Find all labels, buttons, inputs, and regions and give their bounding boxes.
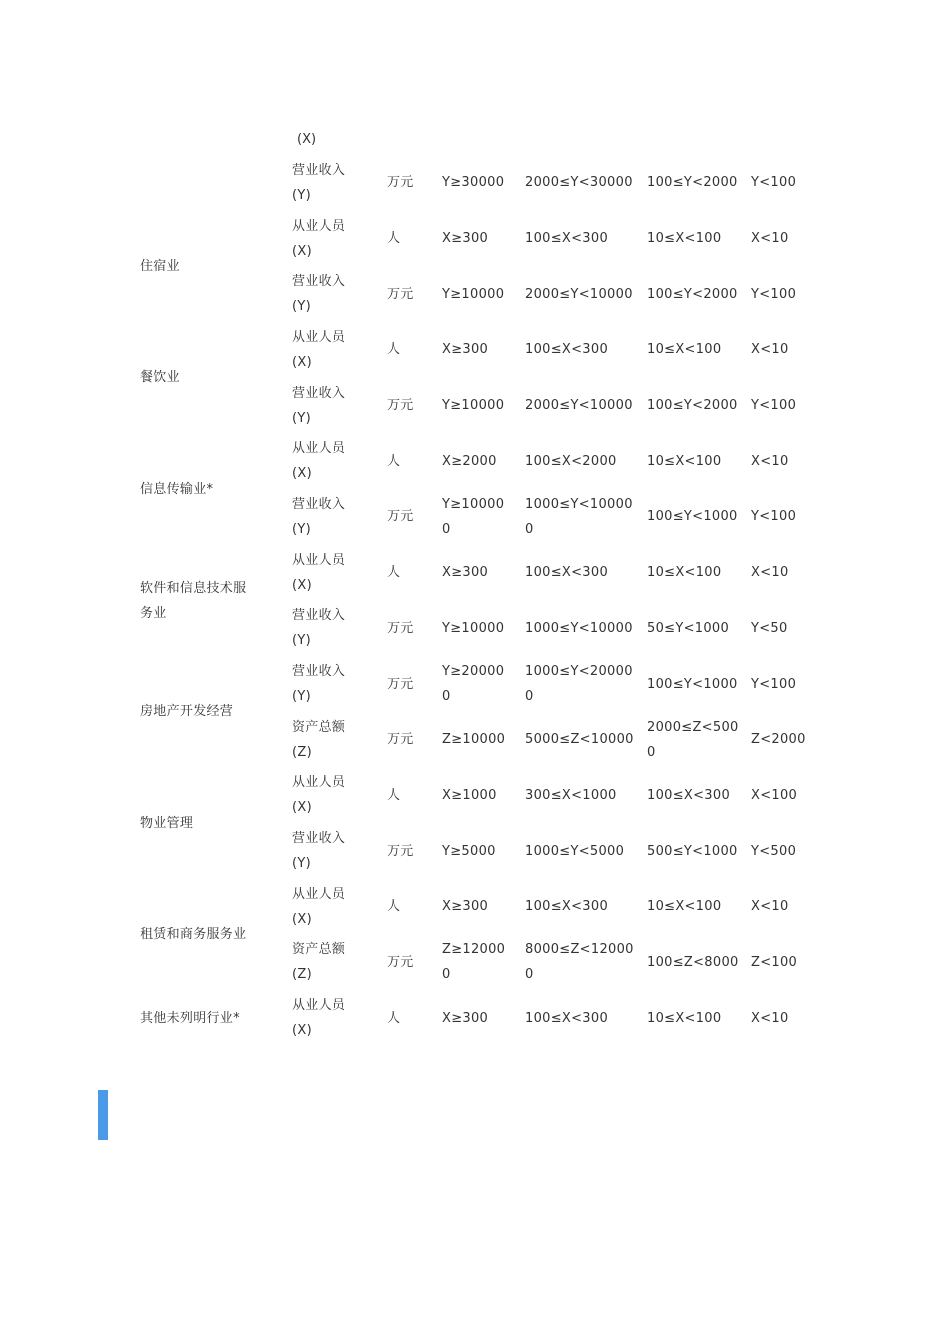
small-threshold-cell: 500≤Y<1000 — [647, 843, 738, 859]
metric-cell: 从业人员 (X) — [292, 329, 346, 370]
large-threshold-cell: Z≥12000 0 — [442, 942, 506, 983]
small-threshold-cell: 100≤Y<1000 — [647, 676, 738, 692]
table-row — [140, 211, 820, 267]
micro-threshold-cell: X<10 — [751, 899, 789, 915]
unit-cell: 万元 — [387, 398, 414, 414]
section-accent-bar — [98, 1090, 108, 1140]
table-row — [140, 990, 820, 1046]
small-threshold-cell: 100≤Z<8000 — [647, 954, 739, 970]
micro-threshold-cell: X<10 — [751, 453, 789, 469]
medium-threshold-cell: 1000≤Y<20000 0 — [525, 664, 633, 705]
large-threshold-cell: Y≥10000 — [442, 620, 505, 636]
small-threshold-cell: 100≤Y<2000 — [647, 175, 738, 191]
medium-threshold-cell: 8000≤Z<12000 0 — [525, 942, 634, 983]
medium-threshold-cell: 100≤X<300 — [525, 1010, 609, 1026]
large-threshold-cell: Y≥30000 — [442, 175, 505, 191]
unit-cell: 人 — [387, 787, 401, 803]
large-threshold-cell: X≥1000 — [442, 787, 497, 803]
micro-threshold-cell: Y<100 — [751, 175, 797, 191]
unit-cell: 万元 — [387, 175, 414, 191]
unit-cell: 人 — [387, 342, 401, 358]
metric-cell: 从业人员 (X) — [292, 775, 346, 816]
micro-threshold-cell: X<10 — [751, 565, 789, 581]
medium-threshold-cell: 2000≤Y<10000 — [525, 286, 633, 302]
table-row — [140, 656, 820, 712]
small-threshold-cell: 50≤Y<1000 — [647, 620, 730, 636]
metric-cell: 从业人员 (X) — [292, 998, 346, 1039]
micro-threshold-cell: Y<50 — [751, 620, 788, 636]
medium-threshold-cell: 1000≤Y<10000 — [525, 620, 633, 636]
medium-threshold-cell: 100≤X<300 — [525, 342, 609, 358]
medium-threshold-cell: 5000≤Z<10000 — [525, 732, 634, 748]
small-threshold-cell: 2000≤Z<500 0 — [647, 719, 739, 760]
large-threshold-cell: Y≥5000 — [442, 843, 496, 859]
medium-threshold-cell: 2000≤Y<10000 — [525, 398, 633, 414]
small-threshold-cell: 10≤X<100 — [647, 1010, 722, 1026]
large-threshold-cell: Y≥10000 — [442, 286, 505, 302]
metric-cell: 营业收入 (Y) — [292, 274, 346, 315]
micro-threshold-cell: X<10 — [751, 342, 789, 358]
unit-cell: 万元 — [387, 676, 414, 692]
large-threshold-cell: X≥300 — [442, 342, 489, 358]
small-threshold-cell: 100≤Y<2000 — [647, 286, 738, 302]
industry-cell: 软件和信息技术服 务业 — [140, 580, 247, 621]
metric-cell: 资产总额 (Z) — [292, 719, 346, 760]
metric-cell: 营业收入 (Y) — [292, 496, 346, 537]
small-threshold-cell: 100≤X<300 — [647, 787, 731, 803]
metric-cell: 营业收入 (Y) — [292, 608, 346, 649]
medium-threshold-cell: 1000≤Y<10000 0 — [525, 496, 633, 537]
medium-threshold-cell: 100≤X<2000 — [525, 453, 617, 469]
medium-threshold-cell: 2000≤Y<30000 — [525, 175, 633, 191]
table-body — [140, 155, 820, 1046]
metric-cell: 从业人员 (X) — [292, 218, 346, 259]
metric-cell: 营业收入 (Y) — [292, 162, 346, 203]
medium-threshold-cell: 1000≤Y<5000 — [525, 843, 625, 859]
unit-cell: 万元 — [387, 954, 414, 970]
table-row — [140, 322, 820, 378]
micro-threshold-cell: Z<2000 — [751, 732, 806, 748]
large-threshold-cell: X≥300 — [442, 899, 489, 915]
small-threshold-cell: 100≤Y<1000 — [647, 509, 738, 525]
industry-cell: 餐饮业 — [140, 370, 180, 386]
industry-cell: 物业管理 — [140, 815, 194, 831]
micro-threshold-cell: Y<500 — [751, 843, 797, 859]
medium-threshold-cell: 100≤X<300 — [525, 231, 609, 247]
large-threshold-cell: Z≥10000 — [442, 732, 506, 748]
table-row — [140, 879, 820, 935]
large-threshold-cell: Y≥10000 — [442, 398, 505, 414]
unit-cell: 人 — [387, 899, 401, 915]
medium-threshold-cell: 100≤X<300 — [525, 899, 609, 915]
micro-threshold-cell: Y<100 — [751, 398, 797, 414]
micro-threshold-cell: Y<100 — [751, 286, 797, 302]
metric-cell: 从业人员 (X) — [292, 552, 346, 593]
large-threshold-cell: X≥300 — [442, 1010, 489, 1026]
metric-cell: 营业收入 (Y) — [292, 831, 346, 872]
industry-cell: 信息传输业* — [140, 481, 214, 497]
micro-threshold-cell: Z<100 — [751, 954, 798, 970]
metric-cell: 从业人员 (X) — [292, 886, 346, 927]
table-row — [140, 433, 820, 489]
industry-cell: 房地产开发经营 — [140, 704, 234, 720]
micro-threshold-cell: X<10 — [751, 231, 789, 247]
small-threshold-cell: 10≤X<100 — [647, 565, 722, 581]
unit-cell: 万元 — [387, 620, 414, 636]
large-threshold-cell: Y≥20000 0 — [442, 664, 505, 705]
metric-cell: 资产总额 (Z) — [292, 942, 346, 983]
continued-metric-fragment: (X) — [297, 132, 317, 147]
large-threshold-cell: Y≥10000 0 — [442, 496, 505, 537]
small-threshold-cell: 10≤X<100 — [647, 231, 722, 247]
medium-threshold-cell: 100≤X<300 — [525, 565, 609, 581]
industry-cell-empty — [140, 155, 292, 211]
enterprise-size-table — [140, 155, 820, 1046]
large-threshold-cell: X≥300 — [442, 231, 489, 247]
unit-cell: 人 — [387, 453, 401, 469]
table-row — [140, 545, 820, 601]
large-threshold-cell: X≥300 — [442, 565, 489, 581]
unit-cell: 人 — [387, 565, 401, 581]
small-threshold-cell: 10≤X<100 — [647, 342, 722, 358]
metric-cell: 营业收入 (Y) — [292, 664, 346, 705]
table-row — [140, 155, 820, 211]
small-threshold-cell: 100≤Y<2000 — [647, 398, 738, 414]
unit-cell: 人 — [387, 231, 401, 247]
small-threshold-cell: 10≤X<100 — [647, 899, 722, 915]
unit-cell: 人 — [387, 1010, 401, 1026]
micro-threshold-cell: Y<100 — [751, 676, 797, 692]
micro-threshold-cell: X<10 — [751, 1010, 789, 1026]
industry-cell: 其他未列明行业* — [140, 1010, 240, 1026]
medium-threshold-cell: 300≤X<1000 — [525, 787, 617, 803]
large-threshold-cell: X≥2000 — [442, 453, 497, 469]
unit-cell: 万元 — [387, 286, 414, 302]
unit-cell: 万元 — [387, 843, 414, 859]
micro-threshold-cell: Y<100 — [751, 509, 797, 525]
unit-cell: 万元 — [387, 732, 414, 748]
metric-cell: 营业收入 (Y) — [292, 385, 346, 426]
industry-cell: 住宿业 — [140, 258, 180, 274]
small-threshold-cell: 10≤X<100 — [647, 453, 722, 469]
industry-cell: 租赁和商务服务业 — [140, 927, 247, 943]
unit-cell: 万元 — [387, 509, 414, 525]
metric-cell: 从业人员 (X) — [292, 441, 346, 482]
micro-threshold-cell: X<100 — [751, 787, 798, 803]
table-row — [140, 768, 820, 824]
